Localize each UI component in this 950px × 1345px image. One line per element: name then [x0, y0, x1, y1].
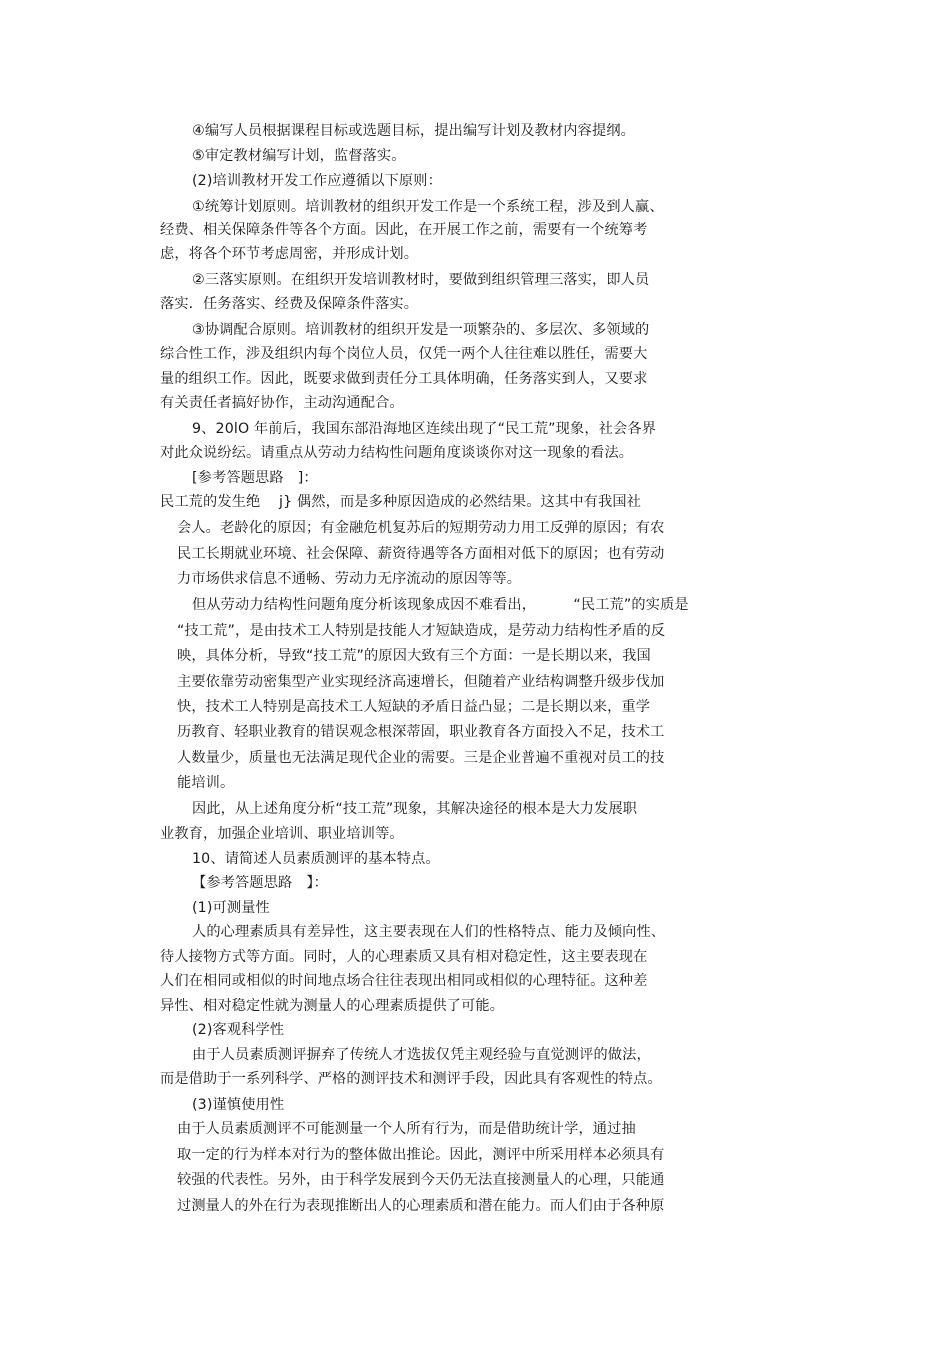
text-line: 人数量少，质量也无法满足现代企业的需要。三是企业普遍不重视对员工的技 [177, 750, 665, 766]
text-line: “技工荒”，是由技术工人特别是技能人才短缺造成，是劳动力结构性矛盾的反 [177, 623, 666, 639]
text-line: 快，技术工人特别是高技术工人短缺的矛盾日益凸显；二是长期以来，重学 [177, 699, 651, 715]
text-line: 虑，将各个环节考虑周密，并形成计划。 [160, 246, 419, 262]
text-line: 但从劳动力结构性问题角度分析该现象成因不难看出， “民工荒”的实质是 [192, 597, 689, 613]
text-line: 量的组织工作。因此，既要求做到责任分工具体明确，任务落实到人，又要求 [160, 371, 648, 387]
text-line: (2)培训教材开发工作应遵循以下原则： [192, 173, 442, 189]
text-line: (3)谨慎使用性 [192, 1097, 285, 1113]
text-line: 能培训。 [177, 775, 235, 791]
text-line: 民工荒的发生绝 j} 偶然，而是多种原因造成的必然结果。这其中有我国社 [160, 494, 642, 510]
text-line: 主要依靠劳动密集型产业实现经济高速增长，但随着产业结构调整升级步伐加 [177, 674, 665, 690]
text-line: 人们在相同或相似的时间地点场合往往表现出相同或相似的心理特征。这种差 [160, 973, 648, 989]
text-line: 9、20lO 年前后，我国东部沿海地区连续出现了“民工荒”现象，社会各界 [192, 421, 657, 437]
text-line: 映，具体分析，导致“技工荒”的原因大致有三个方面：一是长期以来，我国 [177, 648, 651, 664]
text-line: 业教育，加强企业培训、职业培训等。 [160, 826, 404, 842]
text-line: 异性、相对稳定性就为测量人的心理素质提供了可能。 [160, 998, 505, 1014]
text-line: ⑤审定教材编写计划，监督落实。 [192, 148, 406, 164]
text-line: (2)客观科学性 [192, 1022, 285, 1038]
text-line: ④编写人员根据课程目标或选题目标，提出编写计划及教材内容提纲。 [192, 123, 635, 139]
text-line: 力市场供求信息不通畅、劳动力无序流动的原因等等。 [177, 571, 522, 587]
text-line: 对此众说纷纭。请重点从劳动力结构性问题角度谈谈你对这一现象的看法。 [160, 445, 634, 461]
text-line: 历教育、轻职业教育的错误观念根深蒂固，职业教育各方面投入不足，技术工 [177, 724, 665, 740]
text-line: 人的心理素质具有差异性，这主要表现在人们的性格特点、能力及倾向性、 [192, 924, 666, 940]
text-line: 经费、相关保障条件等各个方面。因此，在开展工作之前，需要有一个统筹考 [160, 222, 648, 238]
text-line: ①统筹计划原则。培训教材的组织开发工作是一个系统工程，涉及到人赢、 [192, 199, 664, 215]
text-line: 综合性工作，涉及组织内每个岗位人员，仅凭一两个人往往难以胜任，需要大 [160, 346, 648, 362]
text-line: 取一定的行为样本对行为的整体做出推论。因此，测评中所采用样本必须具有 [177, 1147, 665, 1163]
text-line: 【参考答题思路 】： [192, 875, 328, 891]
text-line: 过测量人的外在行为表现推断出人的心理素质和潜在能力。而人们由于各种原 [177, 1198, 665, 1214]
text-line: 会人。老龄化的原因；有金融危机复苏后的短期劳动力用工反弹的原因；有农 [177, 520, 665, 536]
text-line: 由于人员素质测评摒弃了传统人才选拔仅凭主观经验与直觉测评的做法， [192, 1047, 651, 1063]
text-line: 由于人员素质测评不可能测量一个人所有行为，而是借助统计学，通过抽 [177, 1121, 636, 1137]
text-line: 而是借助于一系列科学、严格的测评技术和测评手段，因此具有客观性的特点。 [160, 1071, 662, 1087]
text-line: 落实．任务落实、经费及保障条件落实。 [160, 296, 419, 312]
text-line: [参考答题思路 ]： [192, 470, 318, 486]
text-line: 民工长期就业环境、社会保障、薪资待遇等各方面相对低下的原因；也有劳动 [177, 546, 665, 562]
text-line: (1)可测量性 [192, 900, 270, 916]
text-line: ②三落实原则。在组织开发培训教材时，要做到组织管理三落实，即人员 [192, 272, 650, 288]
text-line: 10、请简述人员素质测评的基本特点。 [192, 851, 440, 867]
text-line: 待人接物方式等方面。同时，人的心理素质又具有相对稳定性，这主要表现在 [160, 949, 648, 965]
text-line: 有关责任者搞好协作，主动沟通配合。 [160, 395, 404, 411]
text-line: ③协调配合原则。培训教材的组织开发是一项繁杂的、多层次、多领域的 [192, 322, 650, 338]
text-line: 因此，从上述角度分析“技工荒”现象，其解决途径的根本是大力发展职 [192, 801, 638, 817]
text-line: 较强的代表性。另外，由于科学发展到今天仍无法直接测量人的心理，只能通 [177, 1172, 665, 1188]
